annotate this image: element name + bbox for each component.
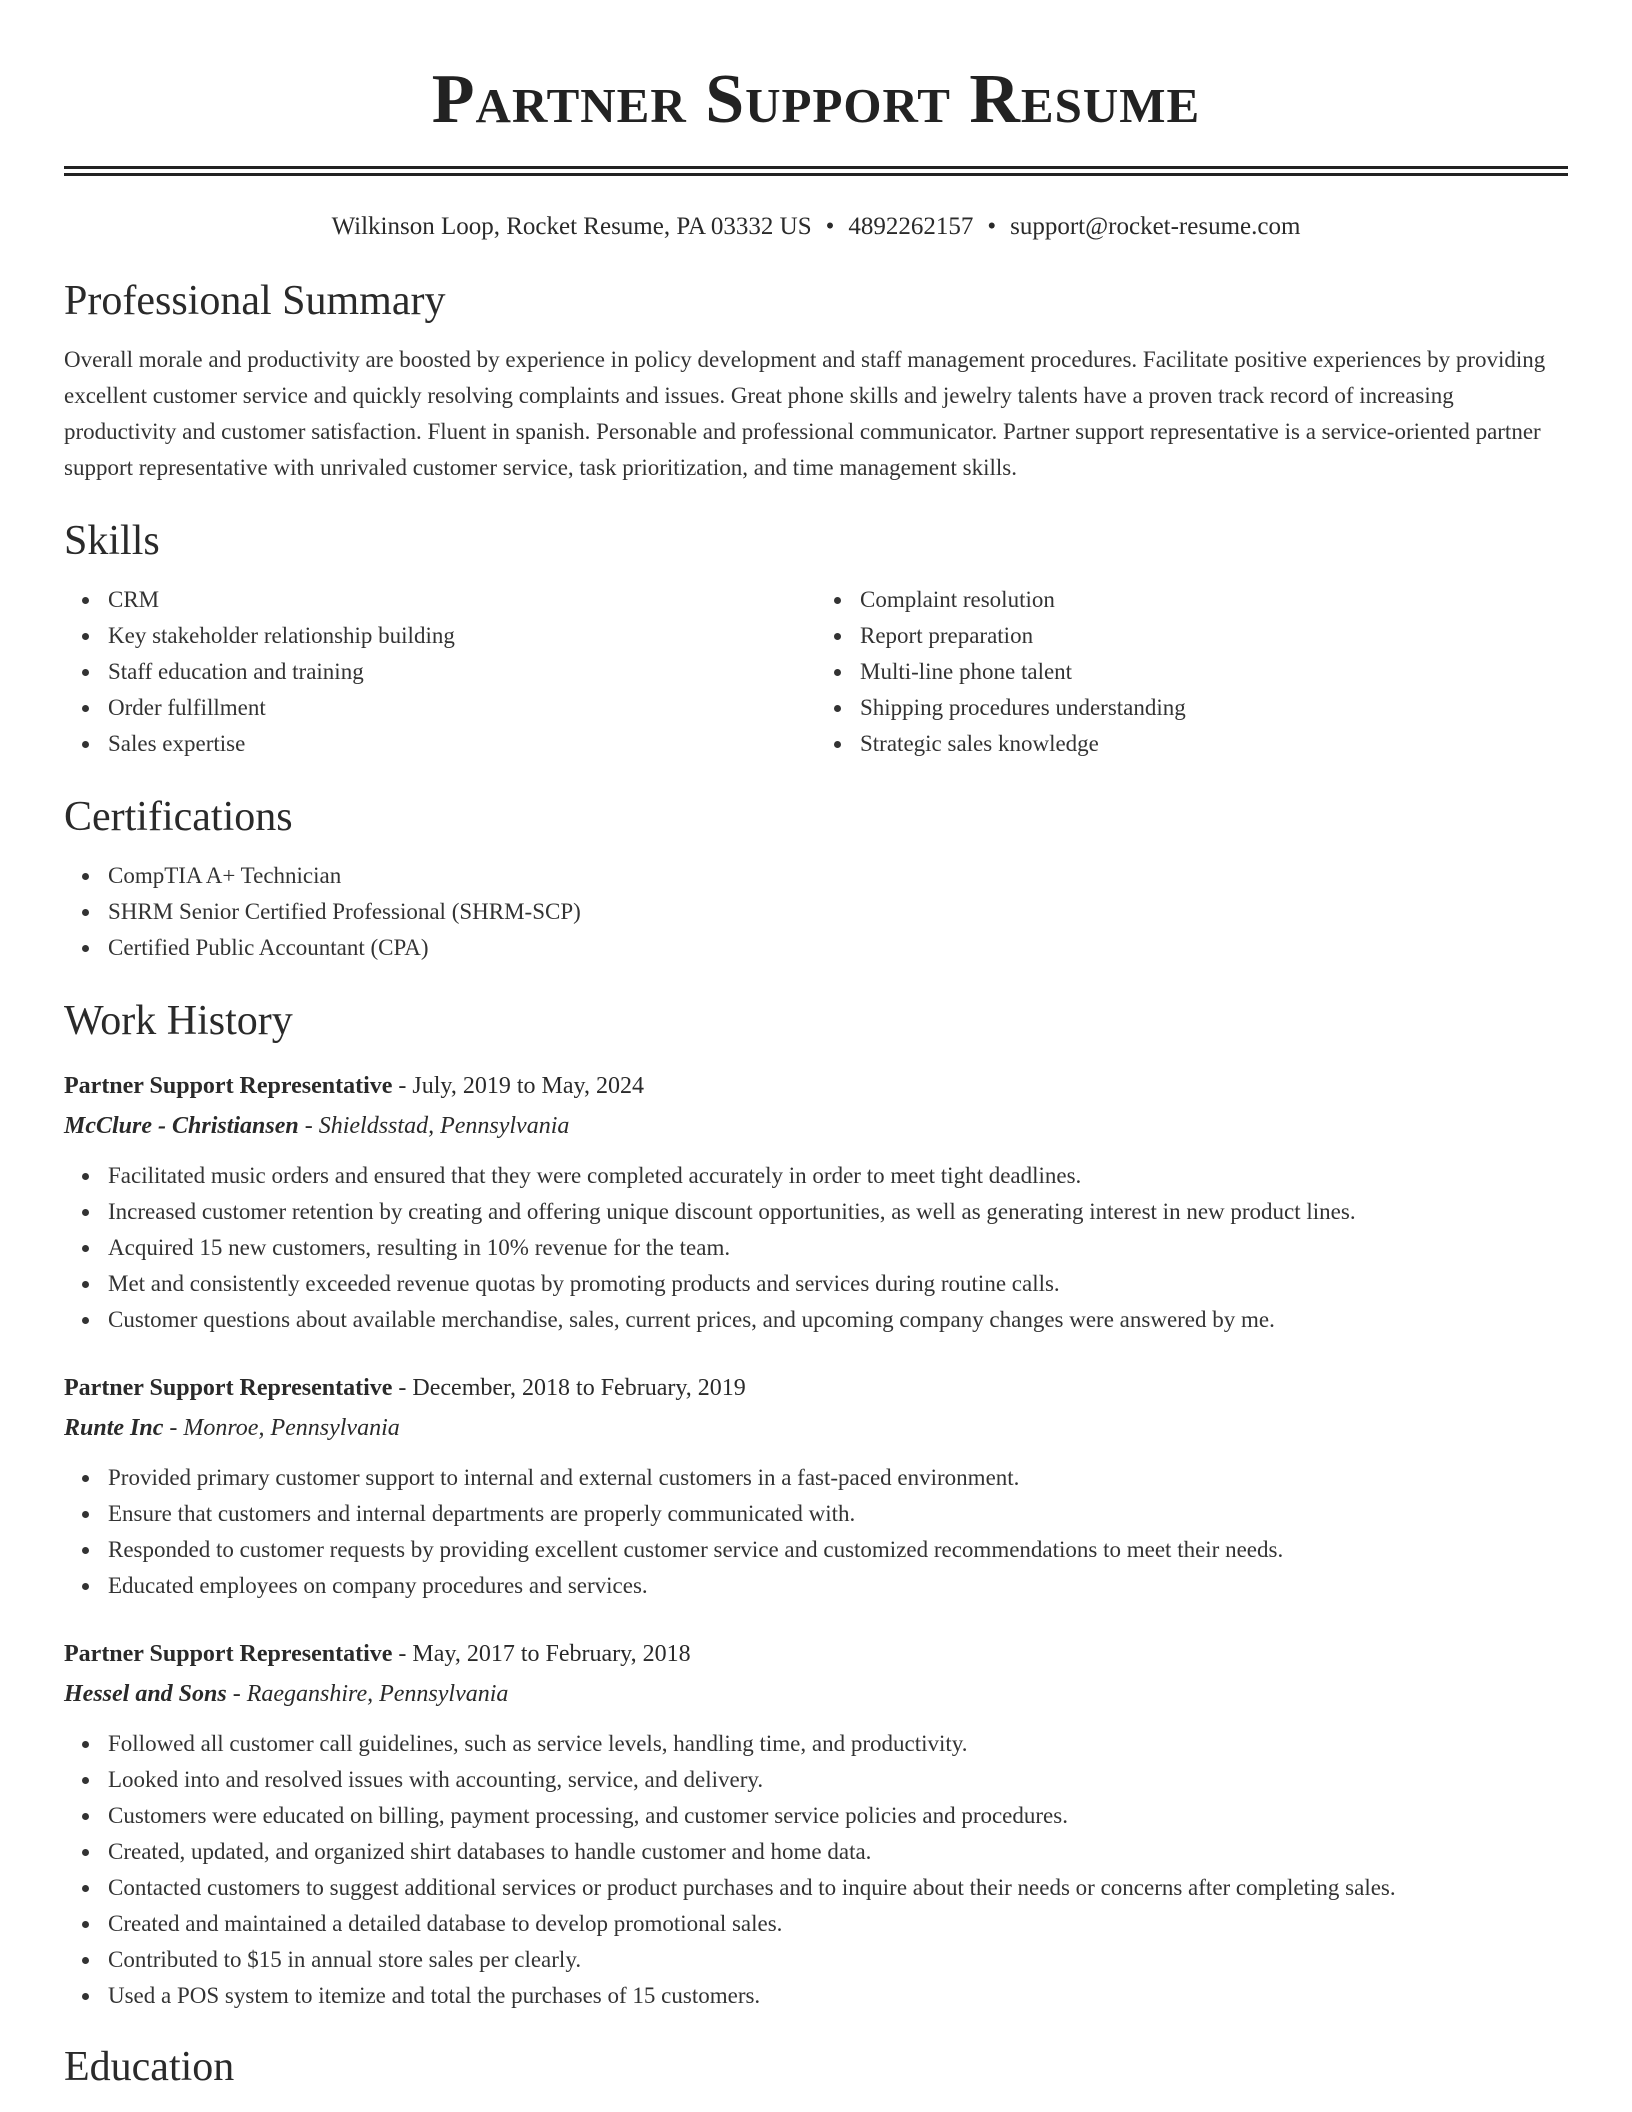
job-bullet: Responded to customer requests by providing excellent customer service and customized recommendations to meet their needs.: [108, 1532, 1568, 1568]
skill-item: Shipping procedures understanding: [860, 690, 1568, 726]
job-bullet: Increased customer retention by creating and offering unique discount opportunities, as well as generating interest in new product lines.: [108, 1194, 1568, 1230]
skills-list-right: [816, 582, 1568, 762]
job-bullet: Looked into and resolved issues with accounting, service, and delivery.: [108, 1762, 1568, 1798]
job-company: Hessel and Sons: [64, 1681, 227, 1707]
job-title: Partner Support Representative: [64, 1375, 393, 1401]
skill-item: Report preparation: [860, 618, 1568, 654]
job-bullet: Acquired 15 new customers, resulting in 10% revenue for the team.: [108, 1230, 1568, 1266]
job-company-line: [64, 1674, 1568, 1714]
job-bullet: Customers were educated on billing, payment processing, and customer service policies and procedures.: [108, 1798, 1568, 1834]
job-bullets: [64, 1726, 1568, 2014]
job-bullets: [64, 1158, 1568, 1338]
job-bullet: Ensure that customers and internal departments are properly communicated with.: [108, 1496, 1568, 1532]
summary-text: Overall morale and productivity are boosted by experience in policy development and staff management procedures. Facilitate positive experiences by providing excellent customer service and quickly resolving complaints and issues. Great phone skills and jewelry talents have a proven track record of increasing productivity and customer satisfaction. Fluent in spanish. Personable and professional communicator. Partner support representative is a service-oriented partner support representative with unrivaled customer service, task prioritization, and time management skills.: [64, 347, 1546, 480]
skills-grid: [64, 582, 1568, 762]
page-title: Partner Support Resume: [431, 61, 1201, 138]
certification-item: CompTIA A+ Technician: [108, 858, 1568, 894]
job-title-line: [64, 1634, 1568, 1674]
job-entry: [64, 1368, 1568, 1604]
certifications-list: [64, 858, 1568, 966]
job-dates: - July, 2019 to May, 2024: [392, 1073, 644, 1099]
job-company-line: [64, 1408, 1568, 1448]
skill-item: Order fulfillment: [108, 690, 816, 726]
job-company: McClure - Christiansen: [64, 1113, 299, 1139]
skill-item: Staff education and training: [108, 654, 816, 690]
skill-item: CRM: [108, 582, 816, 618]
job-title: Partner Support Representative: [64, 1073, 393, 1099]
certification-item: Certified Public Accountant (CPA): [108, 930, 1568, 966]
certifications-heading: Certifications: [64, 794, 293, 840]
job-title: Partner Support Representative: [64, 1641, 393, 1667]
contact-separator: •: [825, 213, 835, 240]
contact-address: Wilkinson Loop, Rocket Resume, PA 03332 US: [331, 213, 812, 240]
skill-item: Complaint resolution: [860, 582, 1568, 618]
job-bullet: Used a POS system to itemize and total the purchases of 15 customers.: [108, 1978, 1568, 2014]
job-bullet: Customer questions about available merchandise, sales, current prices, and upcoming company changes were answered by me.: [108, 1302, 1568, 1338]
job-bullet: Provided primary customer support to internal and external customers in a fast-paced environment.: [108, 1460, 1568, 1496]
title-divider: [64, 166, 1568, 176]
contact-separator: •: [987, 213, 997, 240]
summary-heading: Professional Summary: [64, 278, 446, 324]
education-heading: Education: [64, 2044, 235, 2090]
job-company-line: [64, 1106, 1568, 1146]
skills-heading: Skills: [64, 518, 160, 564]
job-bullet: Followed all customer call guidelines, such as service levels, handling time, and productivity.: [108, 1726, 1568, 1762]
job-location: - Shieldsstad, Pennsylvania: [298, 1113, 570, 1139]
job-bullet: Met and consistently exceeded revenue quotas by promoting products and services during routine calls.: [108, 1266, 1568, 1302]
resume-page: [64, 0, 1568, 2092]
job-bullet: Contacted customers to suggest additional services or product purchases and to inquire about their needs or concerns after completing sales.: [108, 1870, 1568, 1906]
job-title-line: [64, 1368, 1568, 1408]
job-title-line: [64, 1066, 1568, 1106]
skills-list-left: [64, 582, 816, 762]
certification-item: SHRM Senior Certified Professional (SHRM-SCP): [108, 894, 1568, 930]
job-bullet: Contributed to $15 in annual store sales per clearly.: [108, 1942, 1568, 1978]
job-entry: [64, 1066, 1568, 1338]
job-dates: - December, 2018 to February, 2019: [392, 1375, 746, 1401]
job-bullet: Created, updated, and organized shirt databases to handle customer and home data.: [108, 1834, 1568, 1870]
job-bullet: Facilitated music orders and ensured that they were completed accurately in order to meet tight deadlines.: [108, 1158, 1568, 1194]
job-bullets: [64, 1460, 1568, 1604]
contact-line: [64, 212, 1568, 242]
job-bullet: Educated employees on company procedures and services.: [108, 1568, 1568, 1604]
job-entry: [64, 1634, 1568, 2014]
contact-phone: 4892262157: [848, 213, 974, 240]
work-history-heading: Work History: [64, 998, 293, 1044]
job-location: - Monroe, Pennsylvania: [163, 1415, 400, 1441]
skill-item: Sales expertise: [108, 726, 816, 762]
job-dates: - May, 2017 to February, 2018: [392, 1641, 691, 1667]
skill-item: Strategic sales knowledge: [860, 726, 1568, 762]
job-bullet: Created and maintained a detailed database to develop promotional sales.: [108, 1906, 1568, 1942]
contact-email: support@rocket-resume.com: [1010, 213, 1301, 240]
job-company: Runte Inc: [64, 1415, 164, 1441]
job-location: - Raeganshire, Pennsylvania: [226, 1681, 509, 1707]
skill-item: Key stakeholder relationship building: [108, 618, 816, 654]
skill-item: Multi-line phone talent: [860, 654, 1568, 690]
